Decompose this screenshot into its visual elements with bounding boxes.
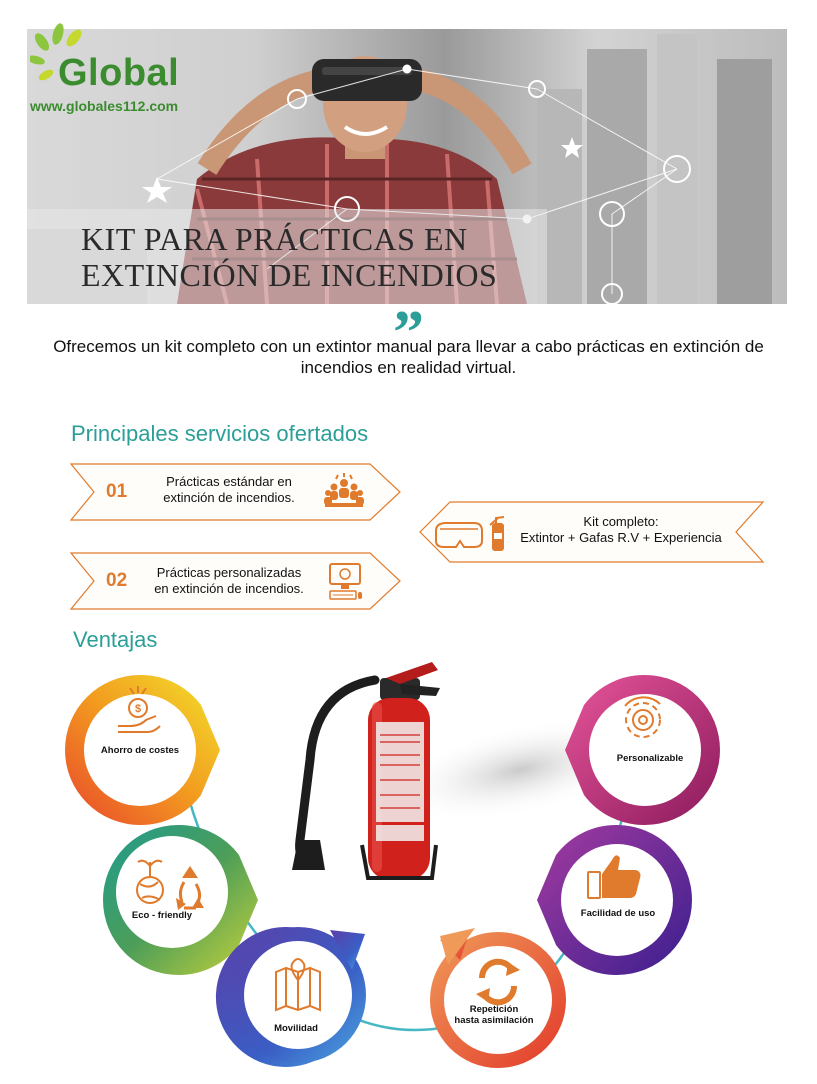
fire-extinguisher-image xyxy=(292,662,440,880)
vr-extinguisher-icon xyxy=(434,515,508,553)
advantage-label-personalizable: Personalizable xyxy=(616,753,684,764)
advantage-personalizable-badge xyxy=(565,675,720,825)
kit-line2: Extintor + Gafas R.V + Experiencia xyxy=(520,530,722,545)
service-description xyxy=(134,565,324,597)
group-icon xyxy=(322,473,366,509)
url-suffix: .com xyxy=(145,98,179,114)
service-number: 02 xyxy=(106,570,128,591)
advantage-label-facilidad: Facilidad de uso xyxy=(580,908,656,919)
quote-mark-icon: ” xyxy=(393,299,424,367)
intro-text: Ofrecemos un kit completo con un extintor manual para llevar a cabo prácticas en extinción de incendios en realidad virtual. xyxy=(53,337,764,377)
url-number: 112 xyxy=(122,98,146,114)
computer-icon xyxy=(328,562,364,602)
service-number: 01 xyxy=(106,481,128,502)
kit-description xyxy=(506,514,736,546)
kit-line1: Kit completo: xyxy=(583,514,659,529)
svg-text:$: $ xyxy=(134,703,142,715)
advantages-title: Ventajas xyxy=(73,627,158,652)
advantage-facilidad-badge xyxy=(537,825,692,975)
advantage-label-eco: Eco - friendly xyxy=(131,910,193,921)
advantage-movilidad-badge xyxy=(216,927,366,1067)
service-line1: Prácticas estándar en xyxy=(166,474,292,489)
advantage-label-repeticion-line1: Repetición xyxy=(469,1004,519,1015)
page-title-line2: EXTINCIÓN DE INCENDIOS xyxy=(81,257,498,293)
services-title: Principales servicios ofertados xyxy=(71,421,369,446)
advantage-label-movilidad: Movilidad xyxy=(274,1023,318,1034)
service-card-01 xyxy=(70,463,405,521)
brand-logo[interactable] xyxy=(30,20,210,115)
logo-wordmark: Global xyxy=(58,52,180,94)
service-card-02 xyxy=(70,552,405,610)
website-url xyxy=(30,98,178,114)
page-title-line1: KIT PARA PRÁCTICAS EN xyxy=(81,221,468,257)
page-title xyxy=(81,221,601,293)
service-line1: Prácticas personalizadas xyxy=(156,565,302,580)
service-line2: en extinción de incendios. xyxy=(154,581,304,596)
service-description xyxy=(134,474,324,506)
kit-card xyxy=(418,501,765,564)
advantage-repeticion-badge xyxy=(430,928,566,1068)
service-line2: extinción de incendios. xyxy=(163,490,295,505)
url-prefix: www.globales xyxy=(30,98,123,114)
advantage-label-repeticion-line2: hasta asimilación xyxy=(454,1015,534,1026)
advantage-label-ahorro: Ahorro de costes xyxy=(100,745,180,756)
advantage-label-repeticion xyxy=(434,1004,554,1026)
advantages-graphic xyxy=(0,640,817,1084)
